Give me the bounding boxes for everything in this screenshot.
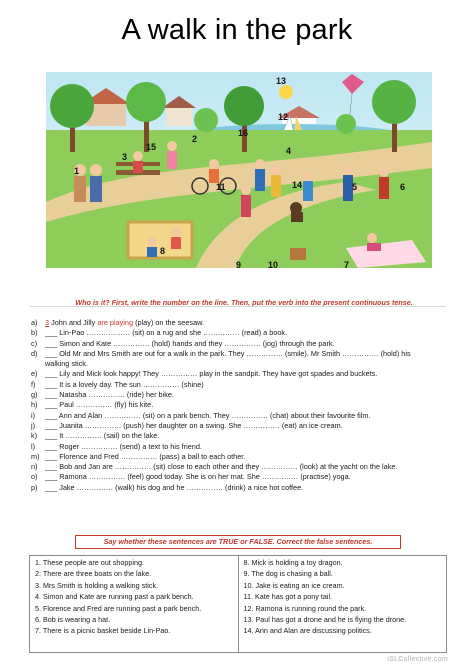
- footer-watermark: iSLCollective.com: [387, 656, 448, 663]
- sentence-row[interactable]: [31, 421, 451, 431]
- sentence-label: n): [31, 462, 38, 472]
- park-scene-graphic: [46, 72, 432, 268]
- true-false-item: 10. Jake is eating an ice cream.: [243, 580, 345, 590]
- sentence-label: f): [31, 379, 36, 389]
- true-false-item: 3. Mrs Smith is holding a walking stick.: [35, 580, 159, 590]
- true-false-item: 1. These people are out shopping.: [35, 558, 144, 567]
- true-false-table: [29, 555, 447, 653]
- true-false-item: 9. The dog is chasing a ball.: [243, 569, 333, 579]
- scene-number-8: 8: [160, 246, 166, 256]
- sentence-text: ___ Natasha …………… (ride) her bike.: [45, 390, 174, 400]
- scene-number-5: 5: [352, 182, 358, 192]
- sentence-text: ___ Simon and Kate …………… (hold) hands and they …………… (jog) through the park.: [45, 338, 335, 348]
- true-false-item: 6. Bob is wearing a hat.: [35, 615, 111, 625]
- sentence-row[interactable]: [31, 339, 451, 349]
- sentence-label: p): [31, 482, 38, 492]
- scene-number-14: 14: [292, 180, 303, 190]
- sentence-row-example: [31, 318, 451, 328]
- scene-number-6: 6: [400, 182, 406, 192]
- divider: [30, 306, 446, 307]
- sentence-row[interactable]: [31, 390, 451, 400]
- scene-number-16: 16: [238, 128, 249, 138]
- sentence-text: ___ Bob and Jan are …………… (sit) close to each other and they …………… (look) at the yacht on the lake.: [45, 462, 398, 472]
- sentence-label: c): [31, 338, 38, 348]
- sentence-label: l): [31, 441, 36, 451]
- true-false-item: 14. Ann and Alan are discussing politics.: [243, 626, 372, 636]
- scene-number-13: 13: [276, 76, 287, 86]
- exercise1-instruction: Who is it? First, write the number on the line. Then, put the verb into the present continuous tense.: [75, 298, 413, 307]
- sentence-label: m): [31, 451, 40, 461]
- scene-number-7: 7: [344, 260, 350, 268]
- sentence-text: ___ It …………… (sail) on the lake.: [45, 431, 160, 441]
- example-text-pre: John and Jilly: [49, 318, 98, 327]
- true-false-right-column: [238, 556, 447, 652]
- true-false-item: 4. Simon and Kate are running past a park bench.: [35, 592, 194, 602]
- true-false-item: 8. Mick is holding a toy dragon.: [243, 558, 343, 567]
- scene-number-4: 4: [286, 146, 292, 156]
- exercise1-sentences: [31, 318, 451, 493]
- sentence-label: e): [31, 369, 38, 379]
- sentence-row[interactable]: [31, 442, 451, 452]
- sentence-row[interactable]: [31, 380, 451, 390]
- example-text-post: (play) on the seesaw.: [133, 318, 205, 327]
- scene-number-2: 2: [192, 134, 198, 144]
- sentence-text: ___ Paul …………… (fly) his kite.: [45, 400, 154, 410]
- sentence-row[interactable]: [31, 400, 451, 410]
- scene-number-3: 3: [122, 152, 128, 162]
- sentence-label: g): [31, 390, 38, 400]
- scene-number-9: 9: [236, 260, 242, 268]
- sentence-text: ___ Roger …………… (send) a text to his friend.: [45, 441, 202, 451]
- sentence-label: b): [31, 328, 38, 338]
- sentence-row[interactable]: [31, 462, 451, 472]
- true-false-item: 2. There are three boats on the lake.: [35, 569, 152, 579]
- sentence-label: h): [31, 400, 38, 410]
- true-false-item: 13. Paul has got a drone and he is flying the drone.: [243, 615, 407, 625]
- sentence-row[interactable]: [31, 411, 451, 421]
- example-verb: are playing: [97, 318, 134, 327]
- sentence-row[interactable]: [31, 452, 451, 462]
- sentence-label: i): [31, 410, 36, 420]
- sentence-row[interactable]: [31, 483, 451, 493]
- sentence-label: d): [31, 348, 38, 358]
- sentence-row[interactable]: [31, 369, 451, 379]
- sentence-label: a): [31, 318, 38, 327]
- sentence-row[interactable]: [31, 349, 451, 359]
- sentence-text: ___ Juanita …………… (push) her daughter on a swing. She …………… (eat) an ice cream.: [45, 420, 343, 430]
- true-false-item: 5. Florence and Fred are running past a park bench.: [35, 603, 202, 613]
- sentence-label: [31, 359, 45, 369]
- true-false-item: 12. Ramona is running round the park.: [243, 603, 367, 613]
- sentence-row[interactable]: [31, 328, 451, 338]
- scene-number-10: 10: [268, 260, 279, 268]
- scene-number-12: 12: [278, 112, 289, 122]
- sentence-text: ___ Lin-Pao ……………… (sit) on a rug and she …………… (read) a book.: [45, 328, 288, 338]
- sentence-text: ___ Ramona …………… (feel) good today. She is on her mat. She …………… (practise) yoga.: [45, 472, 351, 482]
- sentence-row: [31, 359, 451, 369]
- sentence-row[interactable]: [31, 472, 451, 482]
- true-false-item: 7. There is a picnic basket beside Lin-Pao.: [35, 626, 171, 636]
- scene-number-1: 1: [74, 166, 80, 176]
- sentence-text: ___ Florence and Fred …………… (pass) a ball to each other.: [45, 451, 246, 461]
- sentence-label: j): [31, 420, 36, 430]
- sentence-text: ___ Jake …………… (walk) his dog and he …………… (drink) a nice hot coffee.: [45, 482, 304, 492]
- sentence-label: k): [31, 431, 38, 441]
- scene-number-15: 15: [146, 142, 157, 152]
- true-false-heading: Say whether these sentences are TRUE or FALSE. Correct the false sentences.: [75, 535, 401, 549]
- sentence-text: [45, 318, 451, 328]
- worksheet-title: A walk in the park: [121, 14, 353, 46]
- sentence-text: ___ Lily and Mick look happy! They …………… play in the sandpit. They have got spades and buckets.: [45, 369, 378, 379]
- sentence-row[interactable]: [31, 431, 451, 441]
- sentence-text: ___ Ann and Alan …………… (sit) on a park bench. They …………… (chat) about their favourite film.: [45, 410, 371, 420]
- true-false-item: 11. Kate has got a pony tail.: [243, 592, 333, 602]
- sentence-text: ___ Old Mr and Mrs Smith are out for a walk in the park. They …………… (smile). Mr Smith …………… (hold) his: [45, 348, 411, 358]
- true-false-left-column: [30, 556, 238, 652]
- sentence-label: o): [31, 472, 38, 482]
- example-answer[interactable]: 3: [45, 318, 50, 327]
- park-illustration: [46, 72, 432, 268]
- sentence-text: ___ It is a lovely day. The sun …………… (shine): [45, 379, 204, 389]
- sentence-text: walking stick.: [45, 359, 88, 369]
- scene-number-11: 11: [216, 182, 226, 192]
